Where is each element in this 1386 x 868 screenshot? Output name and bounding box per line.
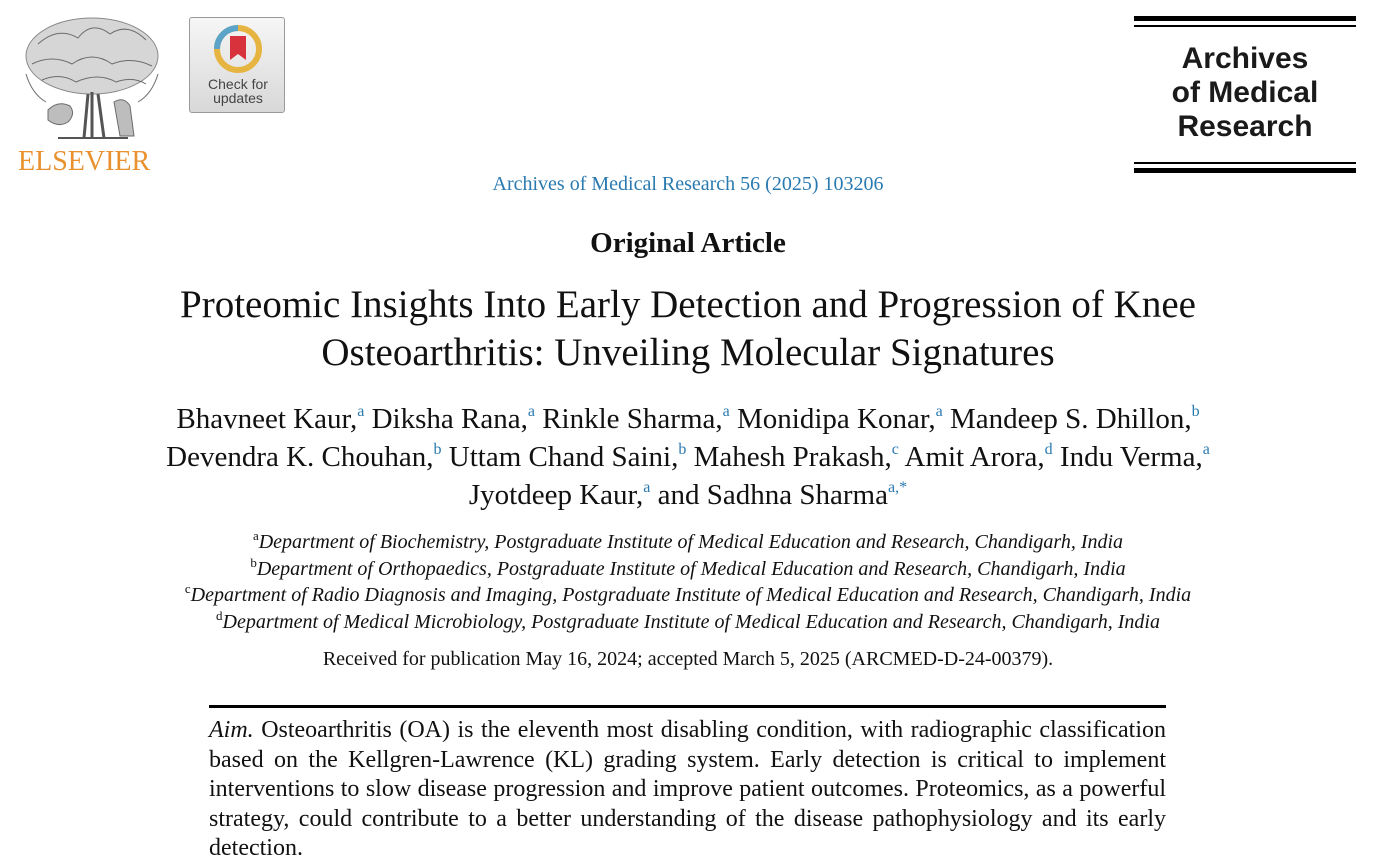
journal-logo-top-rule-thin xyxy=(1134,25,1356,27)
check-for-updates-button[interactable] xyxy=(189,17,285,113)
check-updates-icon xyxy=(212,22,264,76)
author-affiliation-link[interactable]: d xyxy=(1044,441,1053,458)
author-affiliation-link[interactable]: b xyxy=(433,441,442,458)
author-list xyxy=(60,400,1316,514)
affiliation-marker: d xyxy=(216,607,223,623)
elsevier-wordmark: ELSEVIER xyxy=(18,146,151,177)
author-affiliation-link[interactable]: a xyxy=(935,403,943,420)
abstract-text: Osteoarthritis (OA) is the eleventh most disabling condition, with radiographic classification based on the Kellgren-Lawrence (KL) grading system. Early detection is critical to implement interventions to slow disease progression and improve patient outcomes. Proteomics, as a powerful strategy, could contribute to a better understanding of the disease pathophysiology and its early detection. xyxy=(209,717,1167,861)
author-affiliation-link[interactable]: c xyxy=(891,441,899,458)
author: Uttam Chand Saini,$^b$ xyxy=(448,441,687,473)
corresponding-author-link[interactable]: a,* xyxy=(888,479,908,496)
author-affiliation-link[interactable]: a xyxy=(527,403,535,420)
journal-logo-top-rule xyxy=(1134,16,1356,21)
author: Bhavneet Kaur,$^a$ xyxy=(176,403,365,435)
elsevier-tree-icon xyxy=(18,14,166,144)
author-affiliation-link[interactable]: a xyxy=(722,403,730,420)
journal-logo xyxy=(1134,16,1356,176)
check-updates-label: Check for updates xyxy=(208,76,268,106)
journal-citation-link[interactable]: Archives of Medical Research 56 (2025) 103206 xyxy=(492,173,884,195)
affiliation-item: $^c$Department of Radio Diagnosis and Imaging, Postgraduate Institute of Medical Education and Research, Chandigarh, India xyxy=(184,581,1192,606)
abstract-label: Aim. xyxy=(209,717,254,743)
author-affiliation-link[interactable]: b xyxy=(1191,403,1200,420)
author: Amit Arora,$^d$ xyxy=(904,441,1053,473)
affiliation-list xyxy=(60,529,1316,635)
journal-logo-text: Archives of Medical Research xyxy=(1171,42,1319,143)
author: and Sadhna Sharma$^{a,*}$ xyxy=(657,479,908,511)
received-dates: Received for publication May 16, 2024; accepted March 5, 2025 (ARCMED-D-24-00379). xyxy=(322,648,1054,670)
abstract xyxy=(209,716,1166,864)
article-title: Proteomic Insights Into Early Detection and Progression of Knee Osteoarthritis: Unveiling Molecular Signatures xyxy=(180,283,1196,374)
author: Jyotdeep Kaur,$^a$ xyxy=(468,479,651,511)
affiliation-item: $^b$Department of Orthopaedics, Postgraduate Institute of Medical Education and Research, Chandigarh, India xyxy=(250,554,1126,580)
journal-logo-bottom-rule-thin xyxy=(1134,162,1356,164)
author-affiliation-link[interactable]: b xyxy=(678,441,687,458)
author: Mandeep S. Dhillon,$^b$ xyxy=(949,403,1200,435)
author: Rinkle Sharma,$^a$ xyxy=(542,403,730,435)
author-affiliation-link[interactable]: a xyxy=(1202,441,1210,458)
affiliation-marker: b xyxy=(250,554,257,570)
author-affiliation-link[interactable]: a xyxy=(357,403,365,420)
author: Monidipa Konar,$^a$ xyxy=(736,403,943,435)
author: Mahesh Prakash,$^c$ xyxy=(693,441,899,473)
article-type: Original Article xyxy=(590,227,786,259)
abstract-divider xyxy=(209,705,1166,708)
affiliation-marker: a xyxy=(252,528,259,543)
affiliation-item: $^a$Department of Biochemistry, Postgraduate Institute of Medical Education and Research, Chandigarh, India xyxy=(252,528,1124,553)
affiliation-marker: c xyxy=(184,581,191,596)
author: Diksha Rana,$^a$ xyxy=(371,403,535,435)
author: Indu Verma,$^a$ xyxy=(1059,441,1210,473)
affiliation-item: $^d$Department of Medical Microbiology, Postgraduate Institute of Medical Education and Research, Chandigarh, India xyxy=(216,607,1160,633)
author-affiliation-link[interactable]: a xyxy=(643,479,651,496)
author: Devendra K. Chouhan,$^b$ xyxy=(166,441,442,473)
